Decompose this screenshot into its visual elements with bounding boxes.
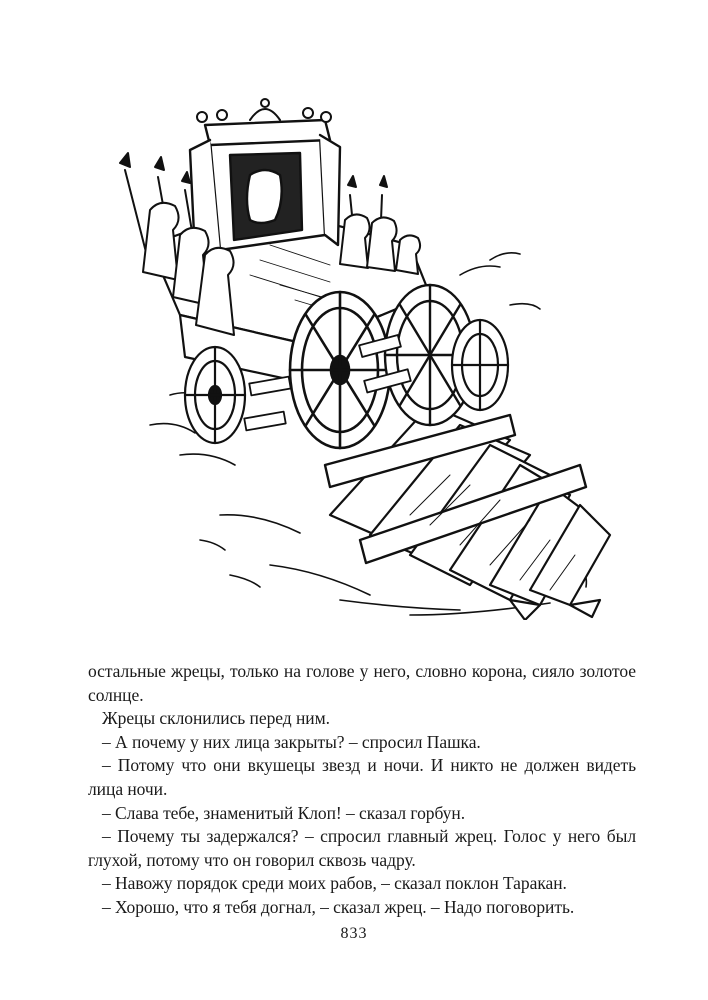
- dialogue-line: – Хорошо, что я тебя догнал, – сказал жрец. – Надо поговорить.: [102, 896, 575, 917]
- body-text: [88, 660, 636, 920]
- shrine-crown: [197, 99, 331, 122]
- paragraph: Жрецы склонились перед ним.: [102, 708, 330, 729]
- page-number: 833: [340, 925, 368, 942]
- dialogue-line: – Слава тебе, знаменитый Клоп! – сказал горбун.: [102, 802, 466, 823]
- dialogue-line: – Потому что они вкушецы звезд и ночи. И никто не должен видеть лица ночи.: [88, 755, 636, 799]
- dialogue-line: – Почему ты задержался? – спросил главный жрец. Голос у него был глухой, потому что он говорил сквозь чадру.: [88, 826, 636, 870]
- paddle-wheel-front: [290, 292, 390, 448]
- throne-shrine: [190, 120, 340, 255]
- side-wheel-left: [185, 347, 245, 443]
- paragraph: остальные жрецы, только на голове у него, словно корона, сияло золотое солнце.: [88, 661, 636, 705]
- side-wheel-right: [452, 320, 508, 410]
- throne-raft-illustration: [110, 95, 630, 620]
- dialogue-line: – А почему у них лица закрыты? – спросил Пашка.: [102, 731, 481, 752]
- dialogue-line: – Навожу порядок среди моих рабов, – сказал поклон Таракан.: [102, 873, 567, 894]
